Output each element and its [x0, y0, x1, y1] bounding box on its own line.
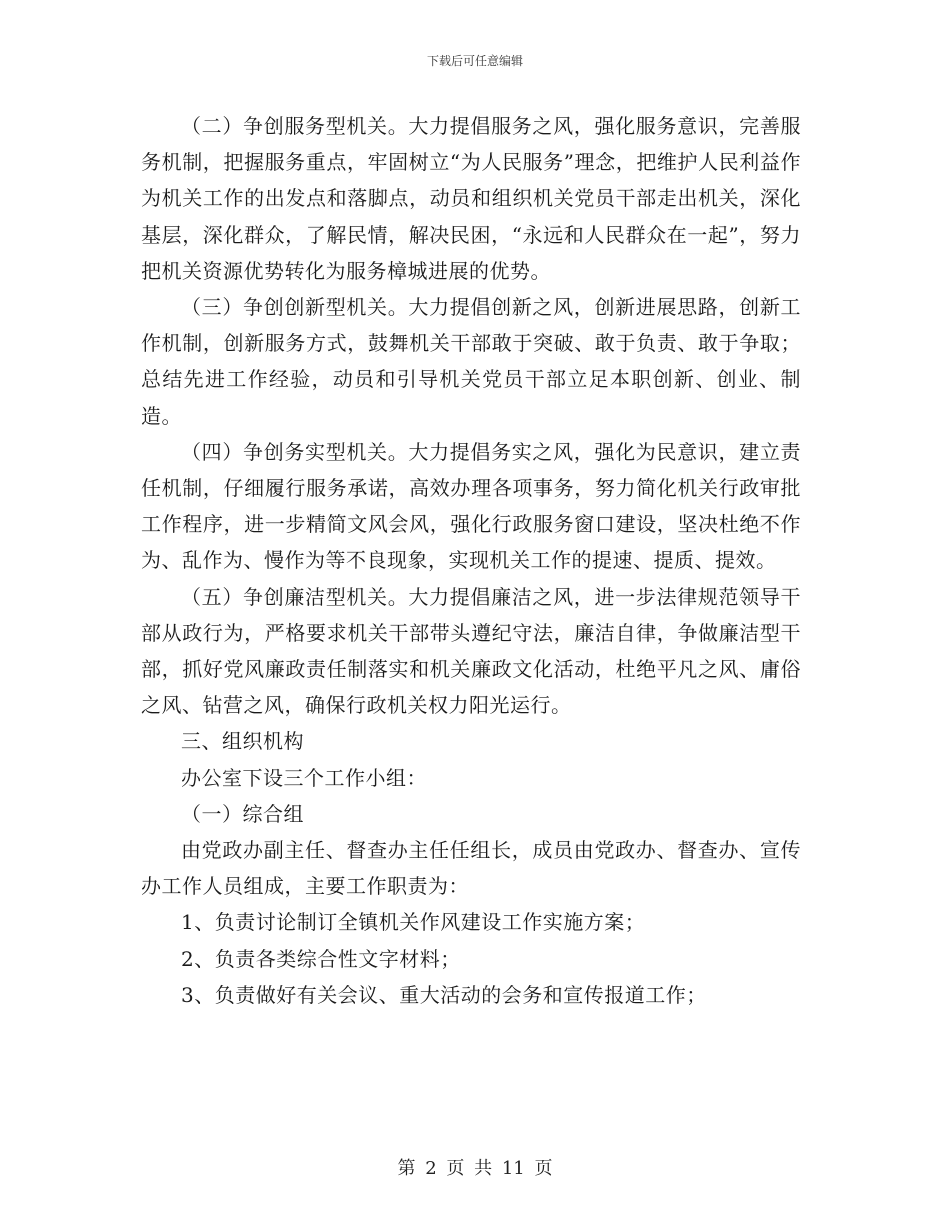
- paragraph-group-composition: 由党政办副主任、督查办主任任组长，成员由党政办、督查办、宣传办工作人员组成，主要工作职责为：: [141, 838, 801, 899]
- paragraph-service-organ: （二）争创服务型机关。大力提倡服务之风，强化服务意识，完善服务机制，把握服务重点，牢固树立“为人民服务”理念，把维护人民利益作为机关工作的出发点和落脚点，动员和组织机关党员干部走出机关，深化基层，深化群众，了解民情，解决民困，“永远和人民群众在一起”，努力把机关资源优势转化为服务樟城进展的优势。: [141, 114, 801, 283]
- list-item-duty-3: 3、负责做好有关会议、重大活动的会务和宣传报道工作；: [181, 982, 707, 1007]
- section-heading-organization: 三、组织机构: [181, 729, 304, 754]
- paragraph-office-groups: 办公室下设三个工作小组：: [181, 765, 427, 790]
- page-footer: 第 2 页 共 11 页: [397, 1158, 553, 1179]
- list-item-duty-2: 2、负责各类综合性文字材料；: [181, 946, 461, 971]
- paragraph-innovative-organ: （三）争创创新型机关。大力提倡创新之风，创新进展思路，创新工作机制，创新服务方式，鼓舞机关干部敢于突破、敢于负责、敢于争取；总结先进工作经验，动员和引导机关党员干部立足本职创新、创业、制造。: [141, 295, 801, 428]
- page-header: 下载后可任意编辑: [426, 54, 523, 68]
- paragraph-clean-organ: （五）争创廉洁型机关。大力提倡廉洁之风，进一步法律规范领导干部从政行为，严格要求机关干部带头遵纪守法，廉洁自律，争做廉洁型干部，抓好党风廉政责任制落实和机关廉政文化活动，杜绝平凡之风、庸俗之风、钻营之风，确保行政机关权力阳光运行。: [141, 584, 801, 718]
- subheading-general-group: （一）综合组: [181, 801, 304, 826]
- document-body: [141, 108, 801, 1013]
- paragraph-pragmatic-organ: （四）争创务实型机关。大力提倡务实之风，强化为民意识，建立责任机制，仔细履行服务承诺，高效办理各项事务，努力简化机关行政审批工作程序，进一步精简文风会风，强化行政服务窗口建设，坚决杜绝不作为、乱作为、慢作为等不良现象，实现机关工作的提速、提质、提效。: [141, 439, 801, 573]
- list-item-duty-1: 1、负责讨论制订全镇机关作风建设工作实施方案；: [181, 910, 646, 935]
